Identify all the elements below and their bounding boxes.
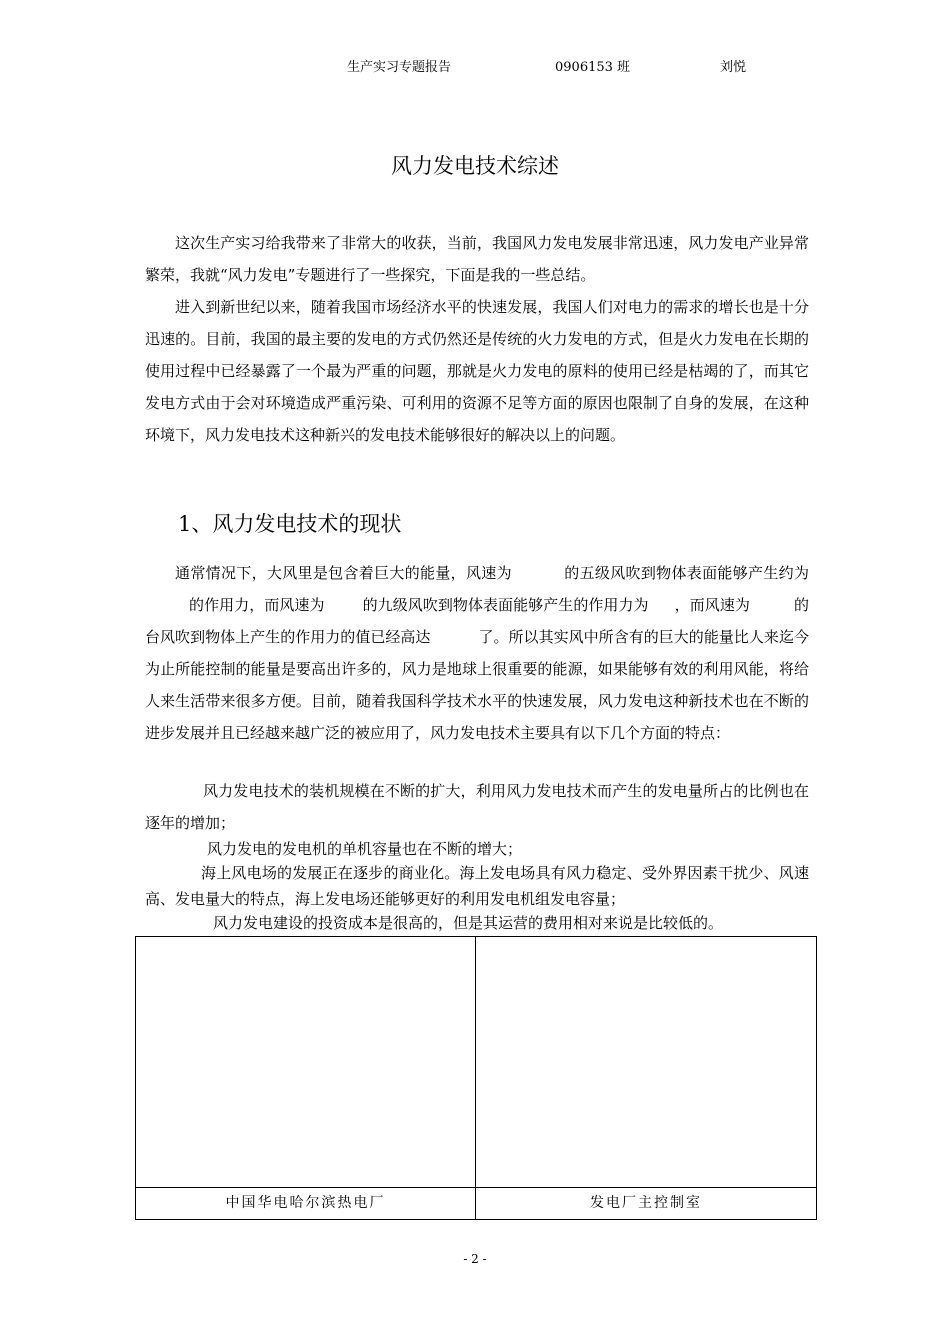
header-class-id: 0906153 班 (555, 60, 631, 75)
feature-item-2: 风力发电的发电机的单机容量也在不断的增大； (207, 840, 523, 858)
section-heading: 1、风力发电技术的现状 (178, 512, 402, 536)
intro-paragraph-2: 进入到新世纪以来，随着我国市场经济水平的快速发展，我国人们对电力的需求的增长也是十分迅速的。目前，我国的最主要的发电的方式仍然还是传统的火力发电的方式，但是火力发电在长期的使用过程中已经暴露了一个最为严重的问题，那就是火力发电的原料的使用已经是枯竭的了，而其它发电方式由于会对环境造成严重污染、可利用的资源不足等方面的原因也限制了自身的发展，在这种环境下，风力发电技术这种新兴的发电技术能够很好的解决以上的问题。 (145, 298, 809, 444)
photo-placeholder-right (476, 937, 816, 1187)
feature-item-4: 风力发电建设的投资成本是很高的，但是其运营的费用相对来说是比较低的。 (213, 914, 724, 932)
photo-caption-left: 中国华电哈尔滨热电厂 (136, 1188, 476, 1219)
photo-placeholder-left (136, 937, 476, 1187)
page-title: 风力发电技术综述 (391, 154, 559, 178)
header-author: 刘悦 (720, 60, 747, 75)
text-segment: ，而风速为 (674, 596, 750, 614)
header-report-title: 生产实习专题报告 (347, 60, 452, 75)
text-segment: 的作用力，而风速为 (189, 596, 325, 614)
intro-paragraph-1: 这次生产实习给我带来了非常大的收获，当前，我国风力发电发展非常迅速，风力发电产业异常繁荣，我就“风力发电”专题进行了一些探究，下面是我的一些总结。 (145, 234, 809, 284)
photo-caption-right: 发电厂主控制室 (590, 1195, 702, 1211)
section-paragraph (145, 557, 809, 749)
photo-table (135, 936, 817, 1220)
feature-item-3: 海上风电场的发展正在逐步的商业化。海上发电场具有风力稳定、受外界因素干扰少、风速高、发电量大的特点，海上发电场还能够更好的利用发电机组发电容量； (145, 864, 809, 908)
text-segment: 的九级风吹到物体表面能够产生的作用力为 (362, 596, 649, 614)
text-segment: 的五级风吹到物体表面能够产生约为 (563, 564, 809, 582)
text-segment: 通常情况下，大风里是包含着巨大的能量，风速为 (175, 564, 512, 582)
page-number: - 2 - (463, 1252, 487, 1266)
feature-item-1: 风力发电技术的装机规模在不断的扩大，利用风力发电技术而产生的发电量所占的比例也在逐年的增加； (145, 782, 809, 832)
text-segment: 的台风吹到物体上产生的作用力的值已经高达 (145, 596, 809, 646)
caption-row (136, 1187, 816, 1219)
text-segment: 了。所以其实风中所含有的巨大的能量比人来迄今为止所能控制的能量是要高出许多的，风力是地球上很重要的能源，如果能够有效的利用风能，将给人来生活带来很多方便。目前，随着我国科学技术水平的快速发展，风力发电这种新技术也在不断的进步发展并且已经越来越广泛的被应用了，风力发电技术主要具有以下几个方面的特点： (145, 628, 809, 742)
